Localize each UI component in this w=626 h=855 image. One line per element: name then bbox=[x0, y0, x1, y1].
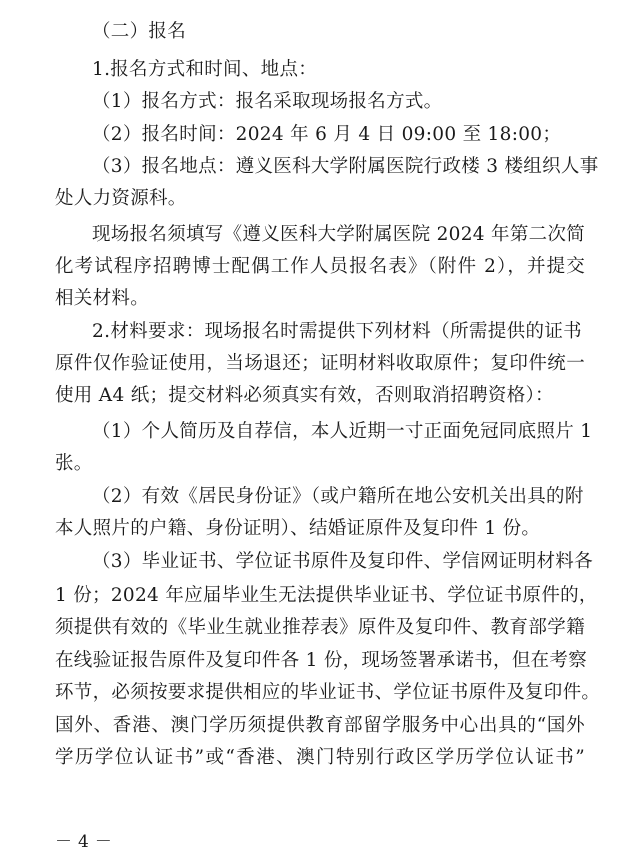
text-line: （2）有效《居民身份证》（或户籍所在地公安机关出具的附 bbox=[92, 486, 584, 507]
text-line: 张。 bbox=[55, 453, 93, 474]
text-line: 1.报名方式和时间、地点： bbox=[92, 59, 318, 80]
text-line: 现场报名须填写《遵义医科大学附属医院 2024 年第二次简 bbox=[92, 224, 586, 245]
text-line: （1）报名方式：报名采取现场报名方式。 bbox=[92, 91, 443, 112]
text-line: 原件仅作验证使用，当场退还；证明材料收取原件；复印件统一 bbox=[55, 353, 585, 374]
text-line: 环节，必须按要求提供相应的毕业证书、学位证书原件及复印件。 bbox=[55, 682, 601, 703]
text-line: 化考试程序招聘博士配偶工作人员报名表》（附件 2），并提交 bbox=[55, 256, 585, 277]
text-line: 2.材料要求：现场报名时需提供下列材料（所需提供的证书 bbox=[92, 321, 582, 342]
text-line: 处人力资源科。 bbox=[55, 188, 187, 209]
text-line: （2）报名时间：2024 年 6 月 4 日 09:00 至 18:00； bbox=[92, 124, 562, 145]
text-line: （1）个人简历及自荐信，本人近期一寸正面免冠同底照片 1 bbox=[92, 421, 593, 442]
text-line: 须提供有效的《毕业生就业推荐表》原件及复印件、教育部学籍 bbox=[55, 617, 585, 638]
text-line: 使用 A4 纸；提交材料必须真实有效，否则取消招聘资格）： bbox=[55, 385, 554, 406]
text-line: （3）毕业证书、学位证书原件及复印件、学信网证明材料各 bbox=[92, 551, 593, 572]
text-line: （3）报名地点：遵义医科大学附属医院行政楼 3 楼组织人事 bbox=[92, 156, 599, 177]
text-line: 学历学位认证书”或“香港、澳门特别行政区学历学位认证书” bbox=[55, 747, 585, 768]
text-line: 1 份；2024 年应届毕业生无法提供毕业证书、学位证书原件的， bbox=[55, 585, 598, 606]
text-line: 本人照片的户籍、身份证明）、结婚证原件及复印件 1 份。 bbox=[55, 518, 541, 539]
page-number: － 4 － bbox=[55, 832, 113, 852]
text-line: 在线验证报告原件及复印件各 1 份，现场签署承诺书，但在考察 bbox=[55, 650, 588, 671]
text-line: 国外、香港、澳门学历须提供教育部留学服务中心出具的“国外 bbox=[55, 715, 585, 736]
section-heading: （二）报名 bbox=[92, 21, 187, 42]
text-line: 相关材料。 bbox=[55, 288, 150, 309]
